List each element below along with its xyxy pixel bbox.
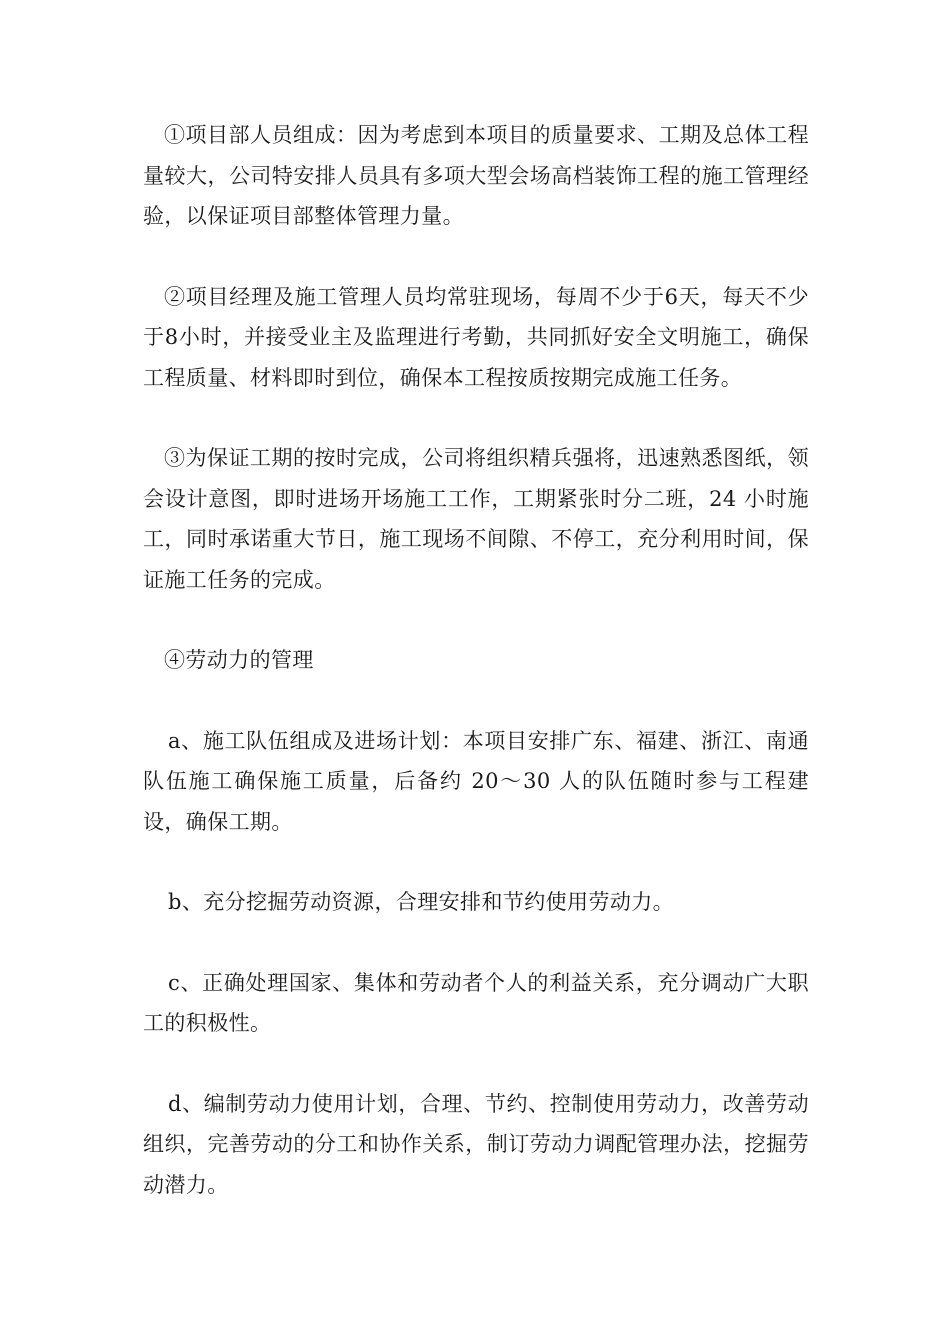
paragraph-item-c: c、正确处理国家、集体和劳动者个人的利益关系，充分调动广大职工的积极性。 [143,970,809,1035]
paragraph-manager-onsite: ②项目经理及施工管理人员均常驻现场，每周不少于6天，每天不少于8小时，并接受业主及监理进行考勤，共同抓好安全文明施工，确保工程质量、材料即时到位，确保本工程按质按期完成施工任务。 [143,284,809,390]
document-body [143,115,809,1205]
paragraph-item-a: a、施工队伍组成及进场计划：本项目安排广东、福建、浙江、南通队伍施工确保施工质量，后备约 20～30 人的队伍随时参与工程建设，确保工期。 [143,728,809,834]
paragraph-schedule-guarantee: ③为保证工期的按时完成，公司将组织精兵强将，迅速熟悉图纸，领会设计意图，即时进场开场施工工作，工期紧张时分二班，24 小时施工，同时承诺重大节日，施工现场不间隙、不停工，充分利用时间，保证施工任务的完成。 [143,446,809,592]
paragraph-labor-management-heading: ④劳动力的管理 [164,648,314,672]
paragraph-item-b: b、充分挖掘劳动资源，合理安排和节约使用劳动力。 [168,890,675,914]
paragraph-project-staff: ①项目部人员组成：因为考虑到本项目的质量要求、工期及总体工程量较大，公司特安排人员具有多项大型会场高档装饰工程的施工管理经验，以保证项目部整体管理力量。 [143,123,809,228]
paragraph-item-d: d、编制劳动力使用计划，合理、节约、控制使用劳动力，改善劳动组织，完善劳动的分工和协作关系，制订劳动力调配管理办法，挖掘劳动潜力。 [143,1091,809,1197]
